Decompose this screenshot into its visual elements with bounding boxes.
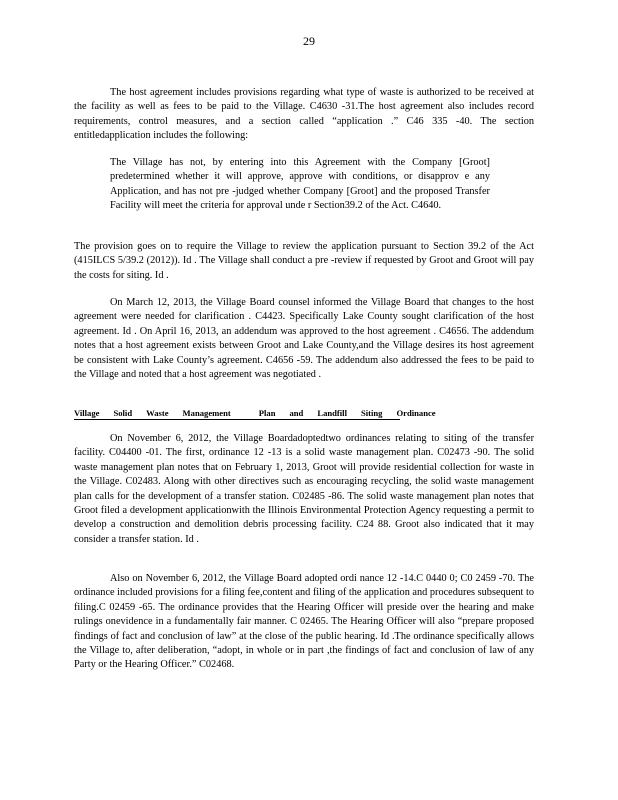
heading-word: Landfill (317, 408, 347, 418)
heading-word: Siting (360, 408, 383, 418)
heading-word: Ordinance (396, 408, 436, 418)
heading-word: and (289, 408, 304, 418)
section-heading (74, 408, 436, 420)
heading-word: Solid (113, 408, 133, 418)
paragraph-host-agreement: The host agreement includes provisions regarding what type of waste is authorized to be received at the facility as well as fees to be paid to the Village. C4630 -31.The host agreement also includes record requirements, control measures, and a section called “application .” C46 335 -40. The section entitledapplication includes the following: (74, 87, 534, 142)
paragraph-addendum: On March 12, 2013, the Village Board counsel informed the Village Board that changes to the host agreement were needed for clarification . C4423. Specifically Lake County sought clarification of the host agreement. Id . On April 16, 2013, an addendum was approved to the host agreement . C4656. The addendum notes that a host agreement exists between Groot and Lake County,and the Village desires its host agreement be consistent with Lake County’s agreement. C4656 -59. The addendum also addressed the fees to be paid to the Village and noted that a host agreement was negotiated . (74, 297, 534, 381)
page-number: 29 (303, 34, 315, 48)
heading-word: Management (182, 408, 231, 418)
heading-word: Waste (146, 408, 169, 418)
block-quote: The Village has not, by entering into this Agreement with the Company [Groot] predetermined whether it will approve, approve with conditions, or disapprov e any Application, and has not pre -judged whether Company [Groot] and the proposed Transfer Facility will meet the criteria for approval unde r Section39.2 of the Act. C4640. (110, 157, 490, 212)
paragraph-provision: The provision goes on to require the Village to review the application pursuant to Section 39.2 of the Act (415ILCS 5/39.2 (2012)). Id . The Village shall conduct a pre -review if requested by Groot and Groot will pay the costs for siting. Id . (74, 241, 534, 281)
heading-word: Village (74, 408, 100, 418)
heading-word: Plan (258, 408, 276, 418)
paragraph-ordinance-12-14: Also on November 6, 2012, the Village Board adopted ordi nance 12 -14.C 0440 0; C0 2459 -70. The ordinance included provisions for a filing fee,content and filing of the application and procedures subsequent to filing.C 02459 -65. The ordinance provides that the Hearing Officer will preside over the hearing and make rulings onevidence in a fundamentally fair manner. C 02465. The Hearing Officer will also “prepare proposed findings of fact and conclusion of law” at the close of the public hearing. Id .The ordinance specifically allows the Village to, after deliberation, “adopt, in whole or in part ,the findings of fact and conclusion of law of any Party or the Hearing Officer.” C02468. (74, 573, 534, 671)
paragraph-ordinances: On November 6, 2012, the Village Boardadoptedtwo ordinances relating to siting of the transfer facility. C04400 -01. The first, ordinance 12 -13 is a solid waste management plan. C02473 -90. The solid waste management plan notes that on February 1, 2013, Groot will provide residential collection for waste in the Village. C02483. Along with other directives such as encouraging recycling, the solid waste management plan calls for the development of a transfer station. C02485 -86. The solid waste management plan notes that Groot filed a development applicationwith the Illinois Environmental Protection Agency requesting a permit to develop a construction and demolition debris processing facility. C24 88. Groot also indicated that it may consider a transfer station. Id . (74, 433, 534, 545)
